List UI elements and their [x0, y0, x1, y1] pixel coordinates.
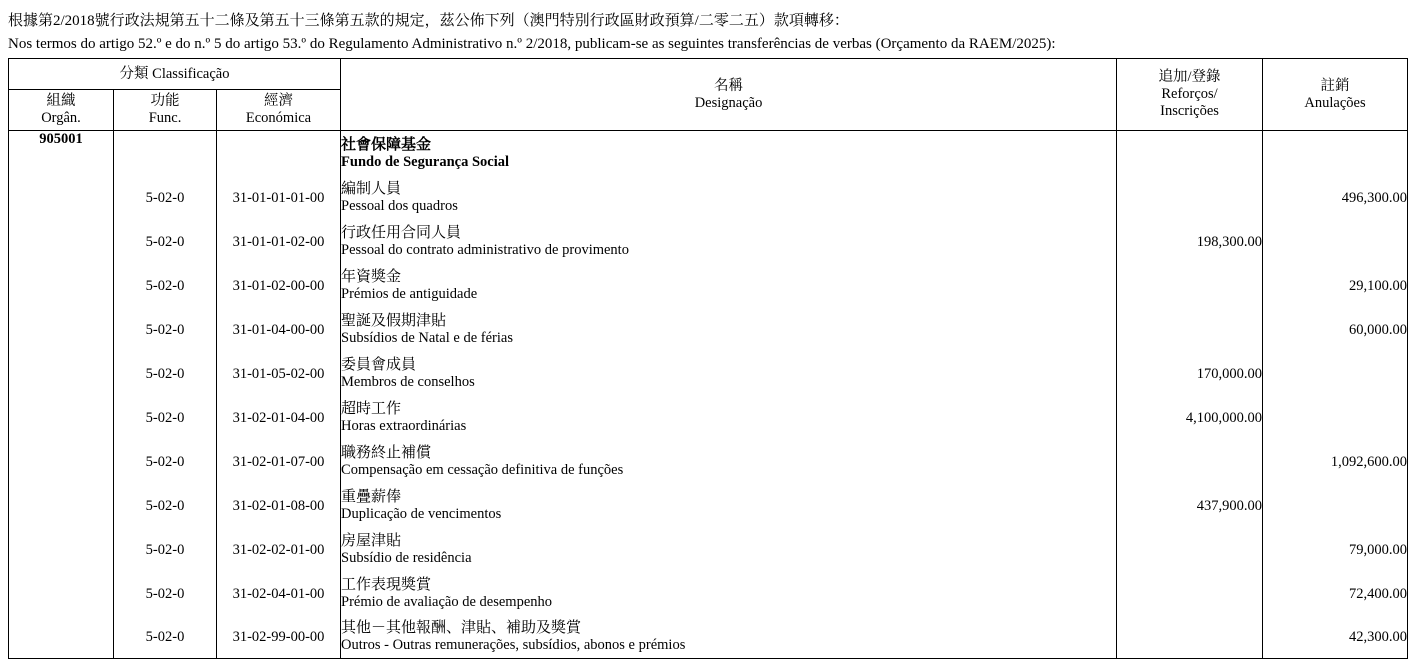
functional-code: 5-02-0 — [114, 220, 217, 264]
economic-header-zh: 經濟 — [264, 93, 294, 109]
functional-code: 5-02-0 — [114, 528, 217, 572]
cancellations-header-zh: 註銷 — [1320, 77, 1350, 94]
functional-code: 5-02-0 — [114, 308, 217, 352]
cancellations-header-pt: Anulações — [1304, 94, 1366, 111]
cancellations-header — [1263, 59, 1408, 131]
economic-header — [217, 90, 341, 131]
cancellation-amount: 29,100.00 — [1263, 264, 1408, 308]
cancellation-amount: 496,300.00 — [1263, 176, 1408, 220]
functional-code: 5-02-0 — [114, 484, 217, 528]
fund-econ-cell — [217, 131, 341, 177]
designation-cell — [341, 440, 1117, 484]
fund-cancel-cell — [1263, 131, 1408, 177]
classification-header: 分類 Classificação — [9, 59, 341, 90]
table-row — [9, 176, 1408, 220]
organic-cell — [9, 308, 114, 352]
organic-cell — [9, 176, 114, 220]
table-row — [9, 616, 1408, 659]
designation-cell — [341, 176, 1117, 220]
table-row — [9, 220, 1408, 264]
designation-zh: 其他－其他報酬、津貼、補助及獎賞 — [341, 620, 582, 636]
reinforcements-header — [1117, 59, 1263, 131]
designation-zh: 房屋津貼 — [341, 533, 402, 549]
reinforcements-header-pt1: Reforços/ — [1161, 86, 1218, 102]
cancellation-amount: 72,400.00 — [1263, 572, 1408, 616]
designation-cell — [341, 484, 1117, 528]
organic-cell — [9, 484, 114, 528]
functional-code: 5-02-0 — [114, 440, 217, 484]
economic-header-pt: Económica — [245, 110, 312, 126]
designation-zh: 工作表現獎賞 — [341, 577, 432, 593]
functional-code: 5-02-0 — [114, 572, 217, 616]
functional-header-pt: Func. — [148, 110, 182, 126]
designation-pt: Subsídio de residência — [341, 550, 472, 566]
designation-header-pt: Designação — [694, 94, 763, 111]
reinforcement-amount — [1117, 616, 1263, 659]
designation-pt: Outros - Outras remunerações, subsídios, abonos e prémios — [341, 637, 686, 653]
reinforcement-amount: 437,900.00 — [1117, 484, 1263, 528]
cancellation-amount — [1263, 396, 1408, 440]
designation-pt: Duplicação de vencimentos — [341, 506, 502, 522]
designation-zh: 委員會成員 — [341, 357, 417, 373]
cancellation-amount — [1263, 220, 1408, 264]
table-row — [9, 396, 1408, 440]
designation-cell — [341, 528, 1117, 572]
designation-pt: Horas extraordinárias — [341, 418, 467, 434]
economic-code: 31-02-02-01-00 — [217, 528, 341, 572]
cancellation-amount: 60,000.00 — [1263, 308, 1408, 352]
economic-code: 31-01-02-00-00 — [217, 264, 341, 308]
cancellation-amount: 79,000.00 — [1263, 528, 1408, 572]
intro-text-portuguese: Nos termos do artigo 52.º e do n.º 5 do artigo 53.º do Regulamento Administrativo n.º 2/2018, publicam-se as seguintes transferências de verbas (Orçamento da RAEM/2025): — [8, 36, 1056, 52]
organic-cell — [9, 440, 114, 484]
economic-code: 31-01-01-01-00 — [217, 176, 341, 220]
intro-text-chinese: 根據第2/2018號行政法規第五十二條及第五十三條第五款的規定，茲公佈下列（澳門特別行政區財政預算/二零二五）款項轉移： — [8, 13, 849, 29]
organic-header — [9, 90, 114, 131]
table-body — [9, 131, 1408, 659]
fund-row — [9, 131, 1408, 177]
table-row — [9, 308, 1408, 352]
designation-zh: 年資獎金 — [341, 269, 402, 285]
functional-code: 5-02-0 — [114, 352, 217, 396]
economic-code: 31-01-01-02-00 — [217, 220, 341, 264]
cancellation-amount — [1263, 484, 1408, 528]
reinforcement-amount — [1117, 440, 1263, 484]
economic-code: 31-02-01-08-00 — [217, 484, 341, 528]
table-row — [9, 264, 1408, 308]
organic-cell — [9, 528, 114, 572]
reinforcement-amount: 4,100,000.00 — [1117, 396, 1263, 440]
fund-name-pt: Fundo de Segurança Social — [341, 153, 510, 170]
designation-pt: Compensação em cessação definitiva de funções — [341, 462, 624, 478]
designation-zh: 行政任用合同人員 — [341, 225, 462, 241]
functional-header — [114, 90, 217, 131]
organic-header-zh: 組織 — [46, 93, 76, 109]
budget-transfer-table — [8, 58, 1408, 659]
designation-pt: Pessoal do contrato administrativo de provimento — [341, 242, 629, 258]
table-row — [9, 572, 1408, 616]
designation-zh: 重疊薪俸 — [341, 489, 402, 505]
economic-code: 31-01-05-02-00 — [217, 352, 341, 396]
reinforcement-amount — [1117, 176, 1263, 220]
economic-code: 31-02-04-01-00 — [217, 572, 341, 616]
designation-cell — [341, 264, 1117, 308]
designation-cell — [341, 308, 1117, 352]
designation-header — [341, 59, 1117, 131]
designation-cell — [341, 220, 1117, 264]
fund-name-zh: 社會保障基金 — [341, 136, 432, 153]
economic-code: 31-02-01-04-00 — [217, 396, 341, 440]
organic-code: 905001 — [9, 131, 114, 177]
cancellation-amount: 1,092,600.00 — [1263, 440, 1408, 484]
cancellation-amount: 42,300.00 — [1263, 616, 1408, 659]
table-row — [9, 352, 1408, 396]
designation-pt: Subsídios de Natal e de férias — [341, 330, 513, 346]
functional-header-zh: 功能 — [150, 93, 180, 109]
designation-cell — [341, 616, 1117, 659]
reinforcement-amount — [1117, 308, 1263, 352]
reinforcements-header-zh: 追加/登錄 — [1158, 69, 1221, 85]
economic-code: 31-01-04-00-00 — [217, 308, 341, 352]
reinforcement-amount: 170,000.00 — [1117, 352, 1263, 396]
organic-cell — [9, 220, 114, 264]
cancellation-amount — [1263, 352, 1408, 396]
designation-pt: Membros de conselhos — [341, 374, 475, 390]
economic-code: 31-02-99-00-00 — [217, 616, 341, 659]
organic-cell — [9, 264, 114, 308]
fund-reinforce-cell — [1117, 131, 1263, 177]
table-row — [9, 484, 1408, 528]
economic-code: 31-02-01-07-00 — [217, 440, 341, 484]
fund-func-cell — [114, 131, 217, 177]
designation-cell — [341, 396, 1117, 440]
organic-header-pt: Orgân. — [41, 110, 81, 126]
designation-zh: 超時工作 — [341, 401, 402, 417]
table-header — [9, 59, 1408, 131]
designation-header-zh: 名稱 — [714, 77, 744, 94]
designation-pt: Prémios de antiguidade — [341, 286, 478, 302]
functional-code: 5-02-0 — [114, 264, 217, 308]
functional-code: 5-02-0 — [114, 176, 217, 220]
designation-zh: 聖誕及假期津貼 — [341, 313, 447, 329]
designation-cell — [341, 352, 1117, 396]
organic-cell — [9, 352, 114, 396]
designation-cell — [341, 572, 1117, 616]
fund-name-cell — [341, 131, 1117, 177]
organic-cell — [9, 396, 114, 440]
reinforcements-header-pt2: Inscrições — [1160, 103, 1219, 119]
reinforcement-amount — [1117, 264, 1263, 308]
table-row — [9, 528, 1408, 572]
functional-code: 5-02-0 — [114, 396, 217, 440]
reinforcement-amount — [1117, 572, 1263, 616]
organic-cell — [9, 616, 114, 659]
designation-pt: Pessoal dos quadros — [341, 198, 458, 214]
reinforcement-amount: 198,300.00 — [1117, 220, 1263, 264]
functional-code: 5-02-0 — [114, 616, 217, 659]
designation-pt: Prémio de avaliação de desempenho — [341, 594, 553, 610]
table-row — [9, 440, 1408, 484]
organic-cell — [9, 572, 114, 616]
designation-zh: 編制人員 — [341, 181, 402, 197]
reinforcement-amount — [1117, 528, 1263, 572]
designation-zh: 職務終止補償 — [341, 445, 432, 461]
